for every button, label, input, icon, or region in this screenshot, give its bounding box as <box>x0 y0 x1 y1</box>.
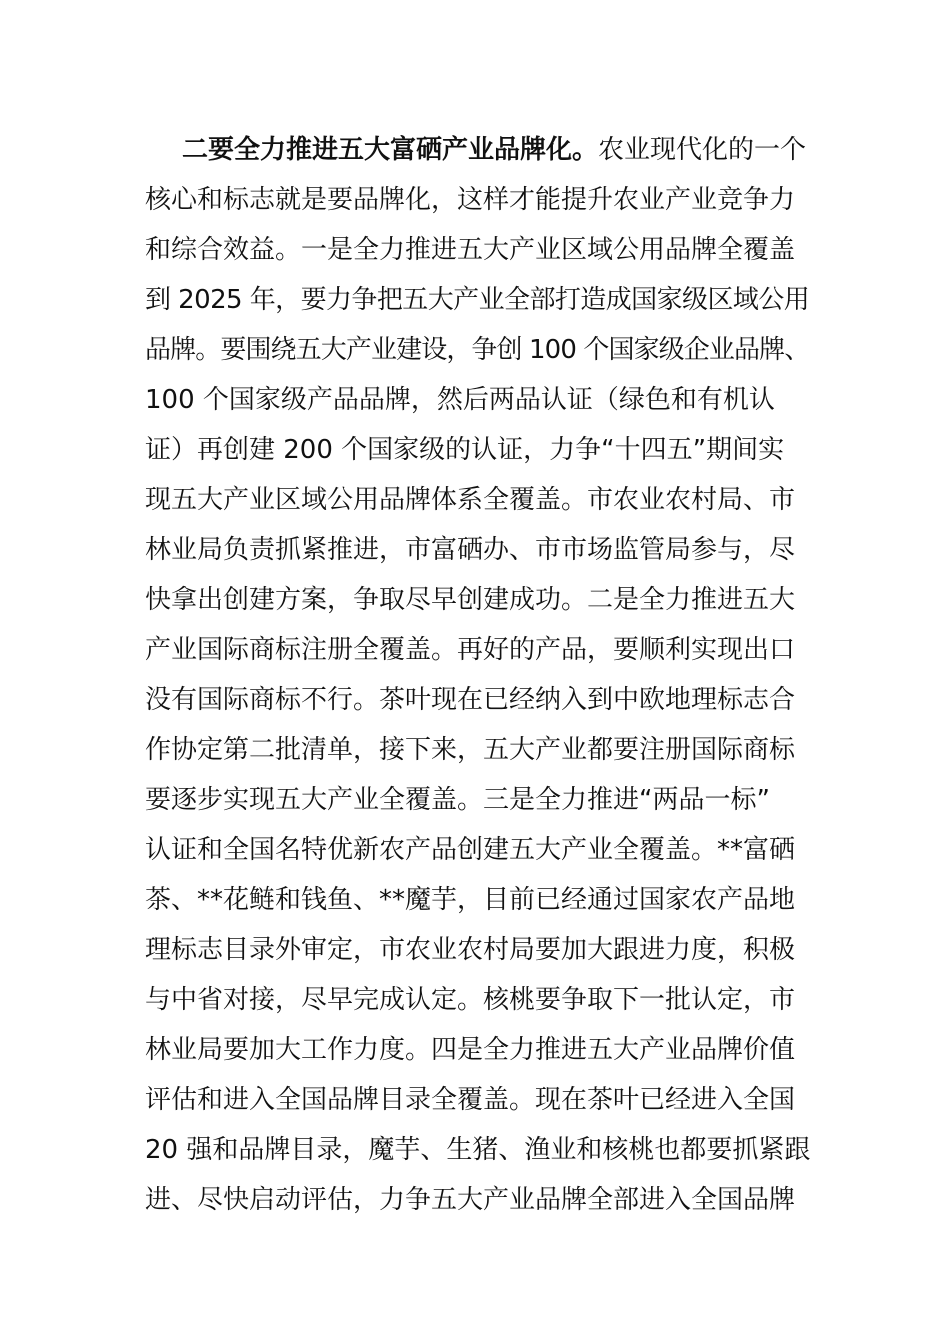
first-line-text: 农业现代化的一个 <box>598 135 807 165</box>
text-line: 认证和全国名特优新农产品创建五大产业全覆盖。**富硒 <box>145 835 796 865</box>
text-line: 茶、**花鲢和钱鱼、**魔芋，目前已经通过国家农产品地 <box>145 885 796 915</box>
text-line: 品牌。要围绕五大产业建设，争创 100 个国家级企业品牌、 <box>145 335 810 365</box>
text-line: 没有国际商标不行。茶叶现在已经纳入到中欧地理标志合 <box>145 685 796 715</box>
text-line: 与中省对接，尽早完成认定。核桃要争取下一批认定，市 <box>145 985 796 1015</box>
text-line: 评估和进入全国品牌目录全覆盖。现在茶叶已经进入全国 <box>145 1085 796 1115</box>
text-line: 核心和标志就是要品牌化，这样才能提升农业产业竞争力 <box>145 185 796 215</box>
text-line: 快拿出创建方案，争取尽早创建成功。二是全力推进五大 <box>145 585 796 615</box>
paragraph-first-line <box>182 134 810 166</box>
text-line: 20 强和品牌目录，魔芋、生猪、渔业和核桃也都要抓紧跟 <box>145 1135 811 1165</box>
text-line: 进、尽快启动评估，力争五大产业品牌全部进入全国品牌 <box>145 1185 796 1215</box>
text-line: 现五大产业区域公用品牌体系全覆盖。市农业农村局、市 <box>145 485 796 515</box>
text-line: 理标志目录外审定，市农业农村局要加大跟进力度，积极 <box>145 935 796 965</box>
text-line: 要逐步实现五大产业全覆盖。三是全力推进“两品一标” <box>145 785 770 815</box>
text-line: 林业局要加大工作力度。四是全力推进五大产业品牌价值 <box>145 1035 796 1065</box>
text-line: 林业局负责抓紧推进，市富硒办、市市场监管局参与，尽 <box>145 535 796 565</box>
text-line: 证）再创建 200 个国家级的认证，力争“十四五”期间实 <box>145 435 785 465</box>
text-line: 作协定第二批清单，接下来，五大产业都要注册国际商标 <box>145 735 796 765</box>
text-line: 到 2025 年，要力争把五大产业全部打造成国家级区域公用 <box>145 285 810 315</box>
text-line: 100 个国家级产品品牌，然后两品认证（绿色和有机认 <box>145 385 775 415</box>
text-line: 和综合效益。一是全力推进五大产业区域公用品牌全覆盖 <box>145 235 796 265</box>
section-heading: 二要全力推进五大富硒产业品牌化。 <box>182 135 599 165</box>
text-line: 产业国际商标注册全覆盖。再好的产品，要顺利实现出口 <box>145 635 796 665</box>
